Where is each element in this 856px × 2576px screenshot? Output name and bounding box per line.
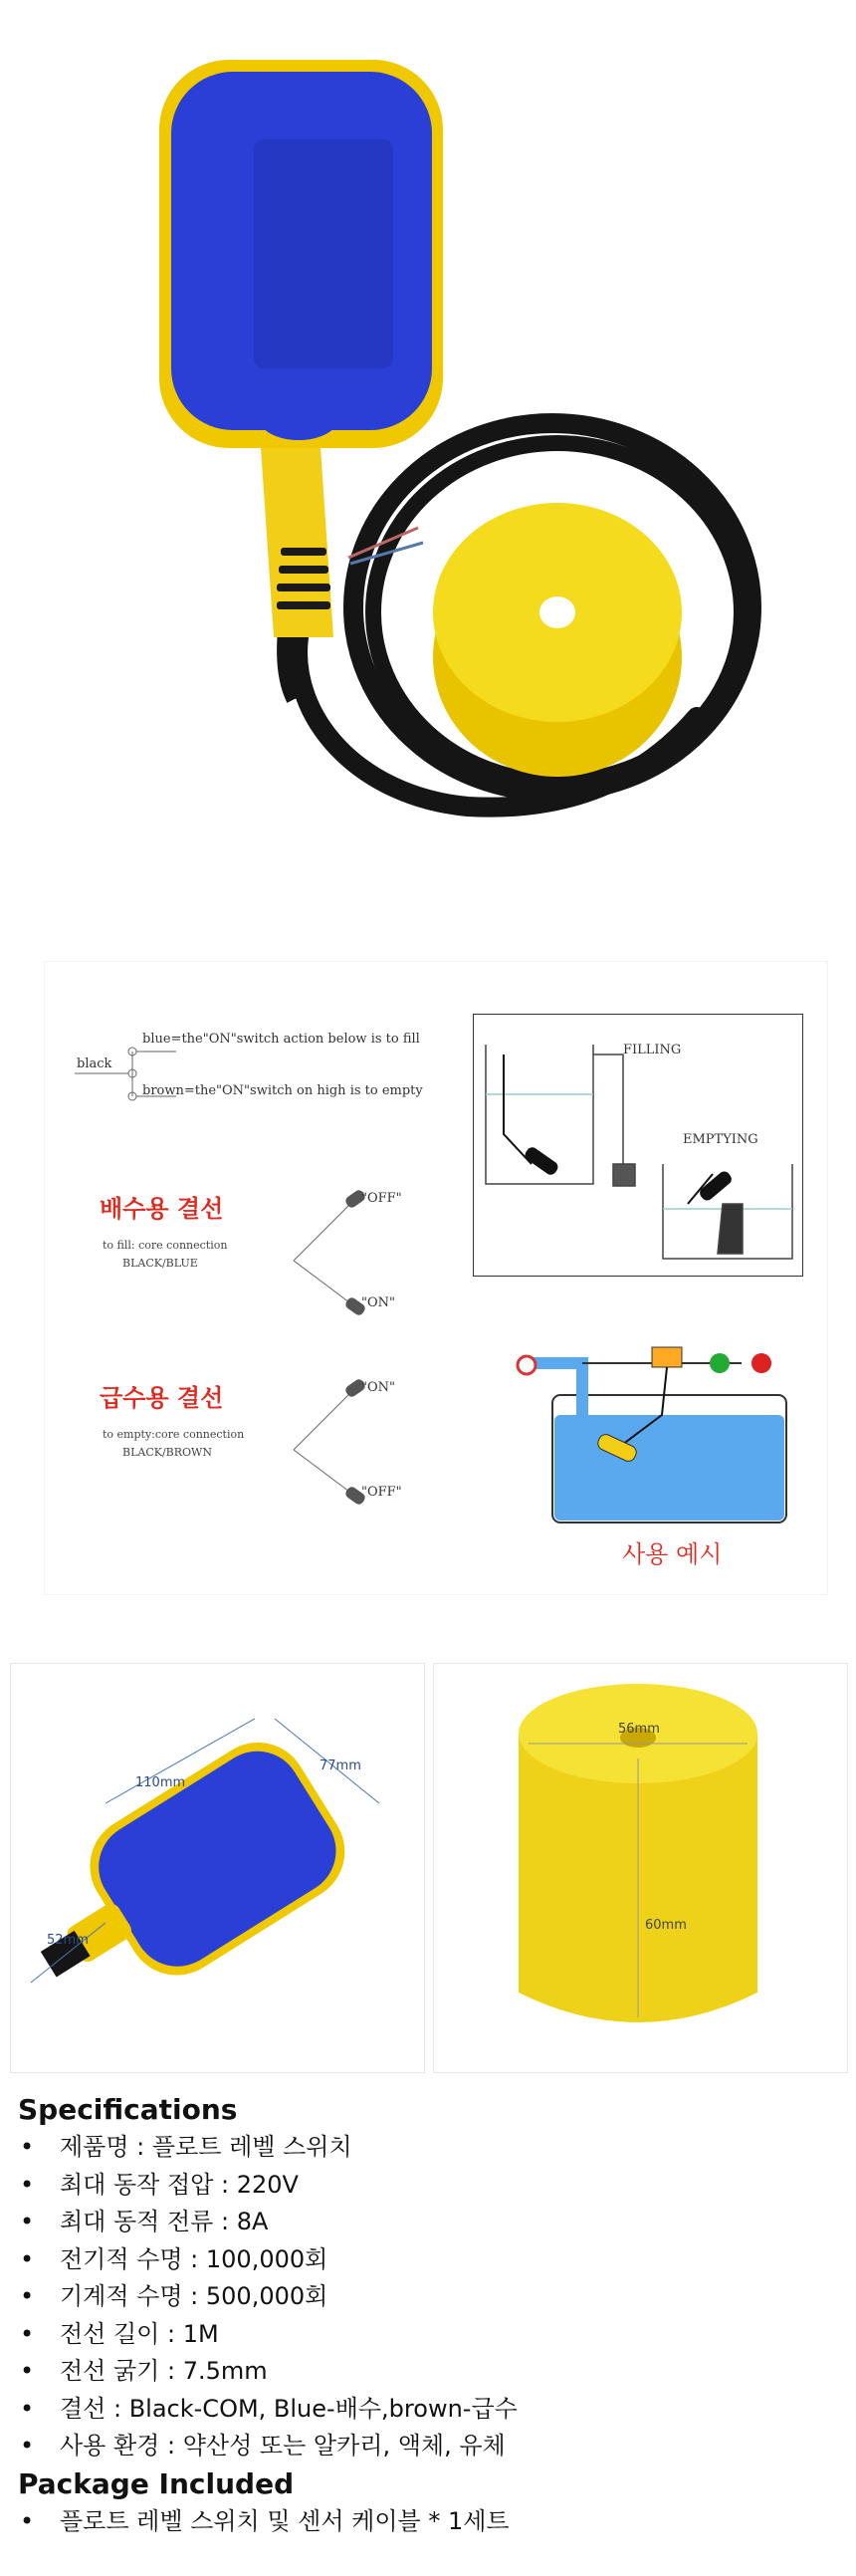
- drain-wiring-title: 배수용 결선: [100, 1195, 224, 1223]
- spec-item: • 최대 동작 접압 : 220V: [18, 2167, 844, 2205]
- width-dimension-label: 77mm: [320, 1758, 361, 1773]
- brown-wire-label: brown=the"ON"switch on high is to empty: [142, 1083, 423, 1098]
- weight-dimension-panel: [433, 1663, 848, 2073]
- package-list: [18, 2503, 844, 2541]
- filling-label: FILLING: [623, 1043, 682, 1057]
- usage-example-label: 사용 예시: [622, 1540, 723, 1568]
- package-heading: Package Included: [18, 2466, 295, 2500]
- diameter-dimension-label: 56mm: [618, 1722, 660, 1737]
- float-dimension-panel: [10, 1663, 425, 2073]
- drain-wiring-sub1: to fill: core connection: [103, 1239, 228, 1252]
- supply-wiring-sub1: to empty:core connection: [103, 1428, 245, 1441]
- drain-on-label: "ON": [361, 1295, 395, 1310]
- spec-item: • 제품명 : 플로트 레벨 스위치: [18, 2129, 844, 2167]
- hero-product-photo: [0, 0, 856, 936]
- spec-item: • 결선 : Black-COM, Blue-배수,brown-급수: [18, 2391, 844, 2429]
- supply-wiring-sub2: BLACK/BROWN: [122, 1446, 212, 1459]
- blue-wire-label: blue=the"ON"switch action below is to fill: [142, 1032, 420, 1047]
- spec-item: • 기계적 수명 : 500,000회: [18, 2278, 844, 2316]
- spec-item: • 최대 동적 전류 : 8A: [18, 2204, 844, 2241]
- float-dimension-diagram-icon: [11, 1664, 424, 2072]
- drain-off-label: "OFF": [361, 1191, 402, 1206]
- usage-example-diagram-icon: [513, 1345, 811, 1529]
- filling-emptying-diagram: [473, 1014, 803, 1277]
- supply-wiring-title: 급수용 결선: [100, 1384, 224, 1412]
- spec-item: • 전선 길이 : 1M: [18, 2316, 844, 2354]
- length-dimension-label: 110mm: [135, 1775, 186, 1790]
- specifications-section: [18, 2091, 844, 2540]
- drain-wiring-sub2: BLACK/BLUE: [122, 1257, 198, 1270]
- emptying-label: EMPTYING: [683, 1132, 758, 1147]
- package-item: • 플로트 레벨 스위치 및 센서 케이블 * 1세트: [18, 2503, 844, 2541]
- usage-example-diagram: [513, 1345, 811, 1574]
- float-switch-photo-icon: [0, 0, 856, 936]
- neck-dimension-label: 52mm: [47, 1933, 89, 1948]
- height-dimension-label: 60mm: [645, 1918, 687, 1933]
- spec-item: • 전선 굵기 : 7.5mm: [18, 2353, 844, 2391]
- specifications-list: [18, 2129, 844, 2465]
- supply-on-label: "ON": [361, 1380, 395, 1395]
- spec-item: • 전기적 수명 : 100,000회: [18, 2241, 844, 2279]
- spec-item: • 사용 환경 : 약산성 또는 알카리, 액체, 유체: [18, 2428, 844, 2465]
- black-wire-label: black: [77, 1056, 112, 1071]
- wiring-diagram: [44, 961, 828, 1595]
- specifications-heading: Specifications: [18, 2093, 238, 2126]
- supply-off-label: "OFF": [361, 1485, 402, 1500]
